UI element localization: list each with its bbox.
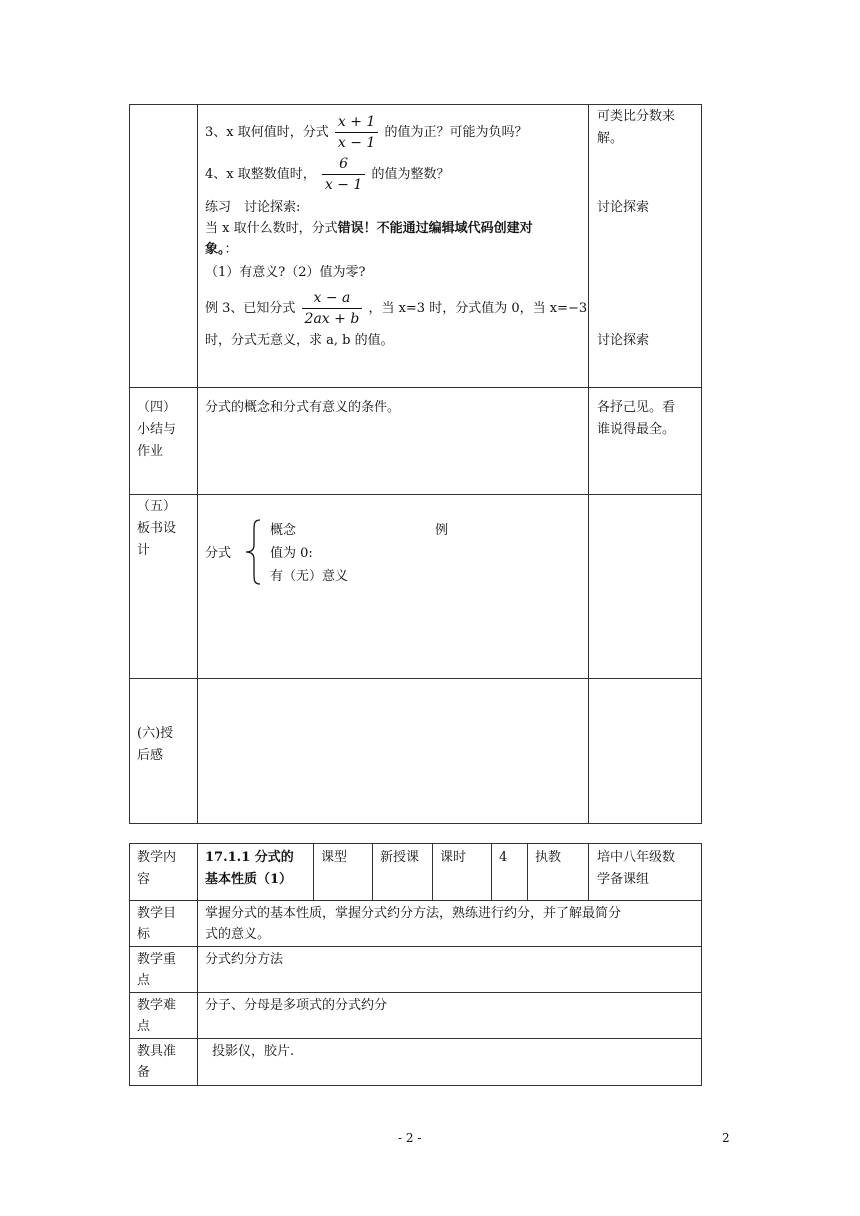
tools-label-2: 备 [137,1065,151,1080]
goal-text-2: 式的意义。 [205,927,271,942]
fraction-q3: $\frac{x + 1}{x - 1}$ [335,112,378,153]
fraction-q4: $\frac{6}{x - 1}$ [322,154,365,195]
content-label-2: 容 [137,872,151,887]
board-label-2: 板书设 [137,521,177,536]
conditions: （1）有意义?（2）值为零? [205,265,366,280]
topic-title-1: 17.1.1 分式的 [205,850,294,865]
reflection-label-1: (六)授 [137,726,174,741]
practice-question: 当 x 取什么数时，分式错误！不能通过编辑域代码创建对 [205,221,533,236]
board-label-3: 计 [137,543,151,558]
summary-label-1: （四） [137,400,177,415]
topic-title-2: 基本性质（1） [205,872,293,887]
difficulty-text: 分子、分母是多项式的分式约分 [205,998,388,1013]
board-item-concept: 概念 [270,523,297,538]
example-3: 例 3、已知分式 $\frac{x - a}{2ax + b}$ ，当 x=3 时，分式值为 0，当 x=−3 [205,290,588,327]
difficulty-label-1: 教学难 [137,998,177,1013]
type-label: 课型 [321,850,348,865]
summary-note-1: 各抒己见。看 [597,400,676,415]
curly-brace-icon [243,518,263,586]
board-label-1: （五） [137,499,177,514]
summary-note-2: 谁说得最全。 [597,422,676,437]
teacher-label: 执教 [535,850,562,865]
practice-heading: 练习 讨论探索: [205,200,301,215]
page-number-center: - 2 - [398,1131,422,1145]
example-3-cont: 时，分式无意义，求 a, b 的值。 [205,333,394,348]
board-item-example: 例 [435,523,449,538]
note-discuss-1: 讨论探索 [597,200,650,215]
focus-label-1: 教学重 [137,952,177,967]
question-3: 3、x 取何值时，分式 $\frac{x + 1}{x - 1}$ 的值为正？可能为负吗？ [205,114,528,151]
focus-label-2: 点 [137,973,151,988]
board-main: 分式 [205,546,232,561]
goal-label-2: 标 [137,927,151,942]
hours-label: 课时 [440,850,467,865]
error-text: 错误！不能通过编辑域代码创建对 [337,221,533,236]
fraction-ex3: $\frac{x - a}{2ax + b}$ [302,288,363,329]
type-value: 新授课 [380,850,420,865]
summary-content: 分式的概念和分式有意义的条件。 [205,400,401,415]
summary-label-2: 小结与 [137,422,177,437]
summary-label-3: 作业 [137,444,164,459]
note-analogy-cont: 解。 [597,131,624,146]
question-4: 4、x 取整数值时， $\frac{6}{x - 1}$ 的值为整数？ [205,156,450,193]
note-analogy: 可类比分数来 [597,109,676,124]
goal-text-1: 掌握分式的基本性质，掌握分式约分方法，熟练进行约分，并了解最简分 [205,906,622,921]
page-number-right: 2 [722,1131,730,1145]
goal-label-1: 教学目 [137,906,177,921]
board-item-zero: 值为 0: [270,546,313,561]
teacher-value-1: 培中八年级数 [597,850,676,865]
tools-text: 投影仪，胶片. [212,1044,295,1059]
focus-text: 分式约分方法 [205,952,284,967]
practice-question-cont: 象。： [205,242,238,257]
hours-value: 4 [499,850,508,865]
content-label-1: 教学内 [137,850,177,865]
board-item-meaning: 有（无）意义 [270,569,349,584]
teacher-value-2: 学备课组 [597,872,650,887]
note-discuss-2: 讨论探索 [597,333,650,348]
tools-label-1: 教具准 [137,1044,177,1059]
reflection-label-2: 后感 [137,748,164,763]
difficulty-label-2: 点 [137,1019,151,1034]
